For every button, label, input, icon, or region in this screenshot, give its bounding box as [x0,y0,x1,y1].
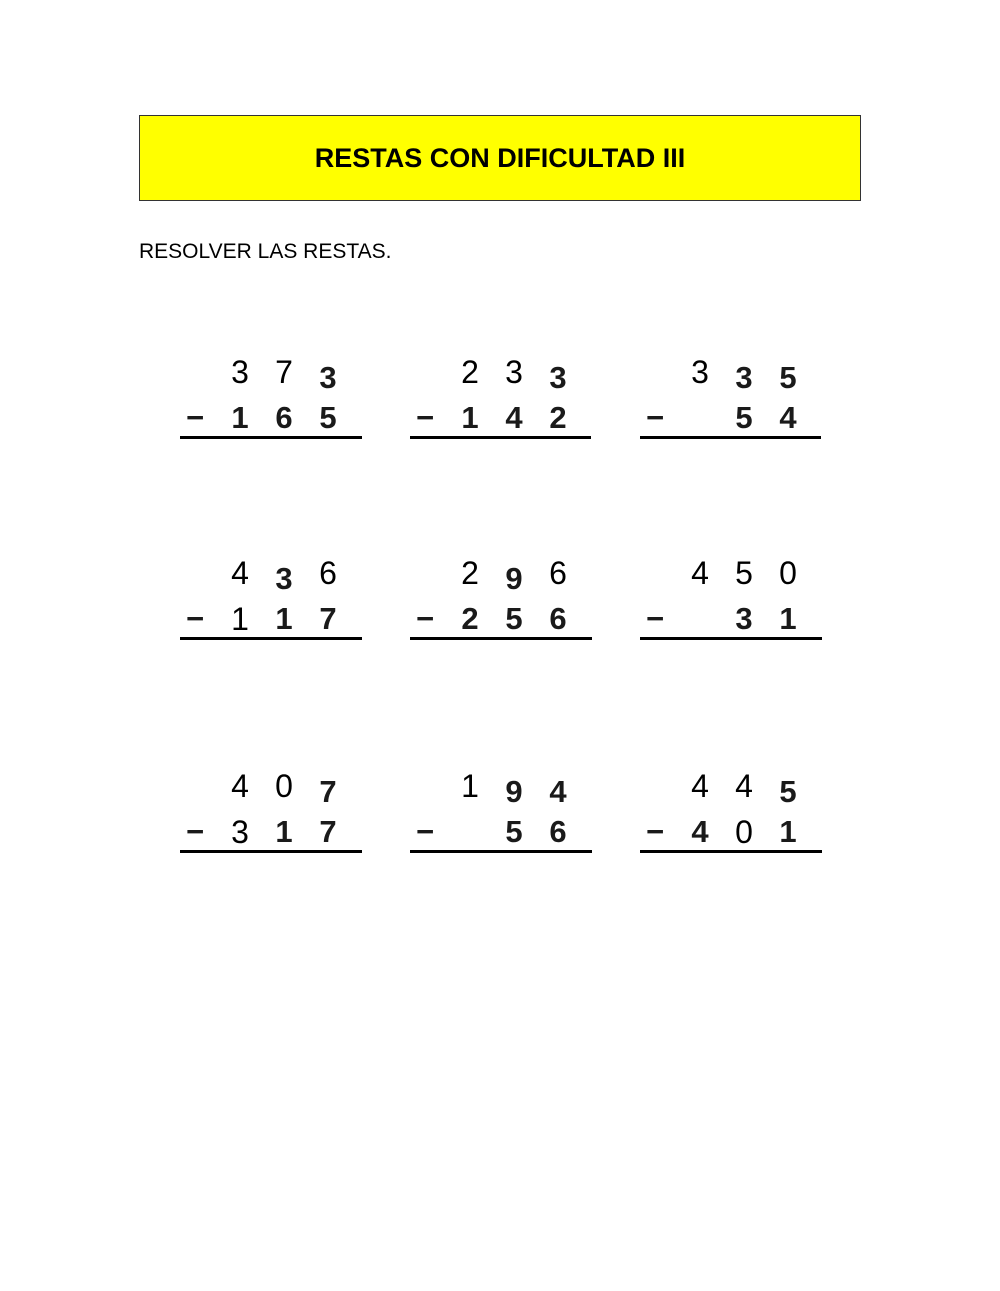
subtraction-problem [640,553,825,653]
minus-sign: − [416,601,435,636]
answer-line [180,850,362,853]
minus-sign: − [186,400,205,435]
subtraction-problem [180,352,365,452]
subtraction-problem [640,352,825,452]
minuend-digit: 5 [779,360,797,395]
subtraction-problem [410,766,595,866]
subtrahend-digit: 1 [231,400,249,435]
minuend-digit: 0 [275,768,293,804]
answer-line [640,637,822,640]
minuend-digit: 5 [779,774,797,809]
subtrahend-digit: 1 [275,814,293,849]
subtrahend-digit: 0 [735,814,753,850]
minuend-digit: 3 [275,561,293,596]
minus-sign: − [646,400,665,435]
minuend-digit: 5 [735,555,753,591]
answer-line [640,850,822,853]
minus-sign: − [416,814,435,849]
subtrahend-digit: 2 [549,400,567,435]
answer-line [410,850,592,853]
subtrahend-digit: 3 [231,814,249,850]
minuend-digit: 3 [231,354,249,390]
subtrahend-digit: 3 [735,601,753,636]
minus-sign: − [416,400,435,435]
subtrahend-digit: 1 [461,400,479,435]
subtrahend-digit: 1 [779,601,797,636]
minus-sign: − [646,814,665,849]
minuend-digit: 9 [505,774,523,809]
minuend-digit: 2 [461,555,479,591]
answer-line [180,637,362,640]
minuend-digit: 4 [549,774,567,809]
minuend-digit: 6 [319,555,337,591]
minuend-digit: 6 [549,555,567,591]
subtrahend-digit: 4 [779,400,797,435]
subtrahend-digit: 1 [779,814,797,849]
subtrahend-digit: 7 [319,601,337,636]
subtrahend-digit: 2 [461,601,479,636]
subtrahend-digit: 5 [319,400,337,435]
subtrahend-digit: 7 [319,814,337,849]
minus-sign: − [186,814,205,849]
subtraction-problem [410,352,595,452]
minuend-digit: 4 [231,555,249,591]
subtrahend-digit: 6 [275,400,293,435]
minuend-digit: 3 [505,354,523,390]
subtrahend-digit: 5 [505,601,523,636]
answer-line [640,436,821,439]
minuend-digit: 3 [691,354,709,390]
minuend-digit: 2 [461,354,479,390]
minus-sign: − [186,601,205,636]
minuend-digit: 3 [549,360,567,395]
subtrahend-digit: 6 [549,601,567,636]
minus-sign: − [646,601,665,636]
answer-line [180,436,362,439]
subtrahend-digit: 1 [275,601,293,636]
subtrahend-digit: 4 [505,400,523,435]
answer-line [410,436,591,439]
minuend-digit: 1 [461,768,479,804]
minuend-digit: 4 [691,768,709,804]
minuend-digit: 4 [691,555,709,591]
answer-line [410,637,592,640]
subtraction-problem [180,553,365,653]
title-box [139,115,861,201]
page-title: RESTAS CON DIFICULTAD III [314,142,686,173]
subtrahend-digit: 1 [231,601,249,637]
minuend-digit: 7 [275,354,293,390]
subtraction-problem [640,766,825,866]
subtraction-problem [410,553,595,653]
subtrahend-digit: 5 [505,814,523,849]
subtrahend-digit: 6 [549,814,567,849]
minuend-digit: 0 [779,555,797,591]
minuend-digit: 7 [319,774,337,809]
minuend-digit: 3 [319,360,337,395]
subtrahend-digit: 4 [691,814,709,849]
instructions-text: RESOLVER LAS RESTAS. [139,240,392,263]
minuend-digit: 9 [505,561,523,596]
subtrahend-digit: 5 [735,400,753,435]
minuend-digit: 3 [735,360,753,395]
subtraction-problem [180,766,365,866]
minuend-digit: 4 [735,768,753,804]
minuend-digit: 4 [231,768,249,804]
